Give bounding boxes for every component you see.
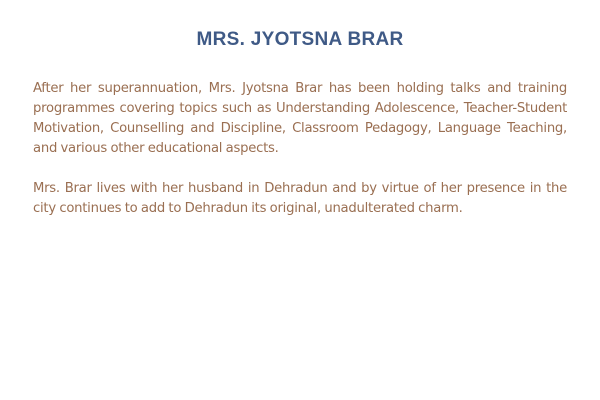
page-title: MRS. JYOTSNA BRAR bbox=[196, 29, 404, 50]
bio-paragraph-residence: Mrs. Brar lives with her husband in Dehradun and by virtue of her presence in the city continues to add to Dehradun its original, unadulterated charm. bbox=[33, 181, 567, 216]
bio-paragraph-training: After her superannuation, Mrs. Jyotsna Brar has been holding talks and training programmes covering topics such as Understanding Adolescence, Teacher-Student Motivation, Counselling and Discipline, Classroom Pedagogy, Language Teaching, and various other educational aspects. bbox=[33, 81, 567, 156]
